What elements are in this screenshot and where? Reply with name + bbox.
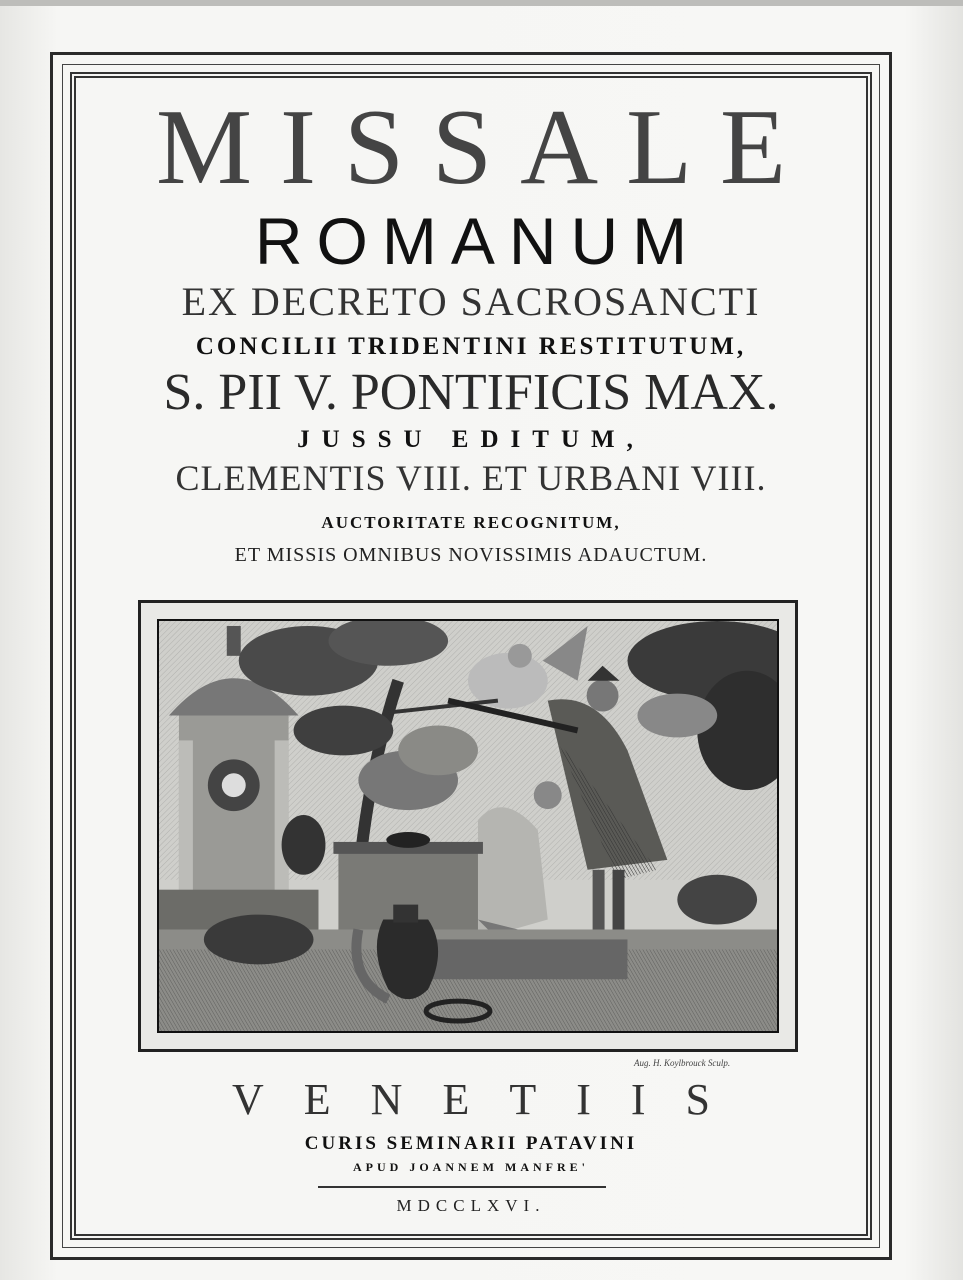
subtitle-clementis: CLEMENTIS VIII. ET URBANI VIII. (175, 458, 767, 498)
subtitle-missis: ET MISSIS OMNIBUS NOVISSIMIS ADAUCTUM. (234, 544, 708, 566)
subtitle-ex-decreto: EX DECRETO SACROSANCTI (181, 279, 761, 324)
imprint-city: VENETIIS (232, 1075, 750, 1124)
engraving-frame (138, 600, 798, 1052)
title-missale: MISSALE (155, 88, 815, 207)
engraver-signature: Aug. H. Koylbrouck Sculp. (634, 1058, 731, 1068)
subtitle-pii-v: S. PII V. PONTIFICIS MAX. (163, 364, 779, 421)
subtitle-jussu: JUSSU EDITUM, (297, 426, 645, 453)
engraving-image (157, 619, 779, 1033)
title-romanum: ROMANUM (254, 204, 702, 278)
imprint-printer: CURIS SEMINARII PATAVINI (304, 1133, 638, 1154)
subtitle-concilii: CONCILII TRIDENTINI RESTITUTUM, (195, 333, 747, 360)
page-edge (0, 0, 963, 6)
imprint-divider (318, 1186, 606, 1188)
imprint-date: MDCCLXVI. (396, 1196, 546, 1215)
imprint-block (76, 1075, 866, 1174)
title-block (76, 80, 866, 565)
subtitle-auctoritate: AUCTORITATE RECOGNITUM, (321, 513, 621, 532)
engraving-illustration (159, 621, 777, 1031)
imprint-publisher: APUD JOANNEM MANFRE' (353, 1160, 589, 1174)
